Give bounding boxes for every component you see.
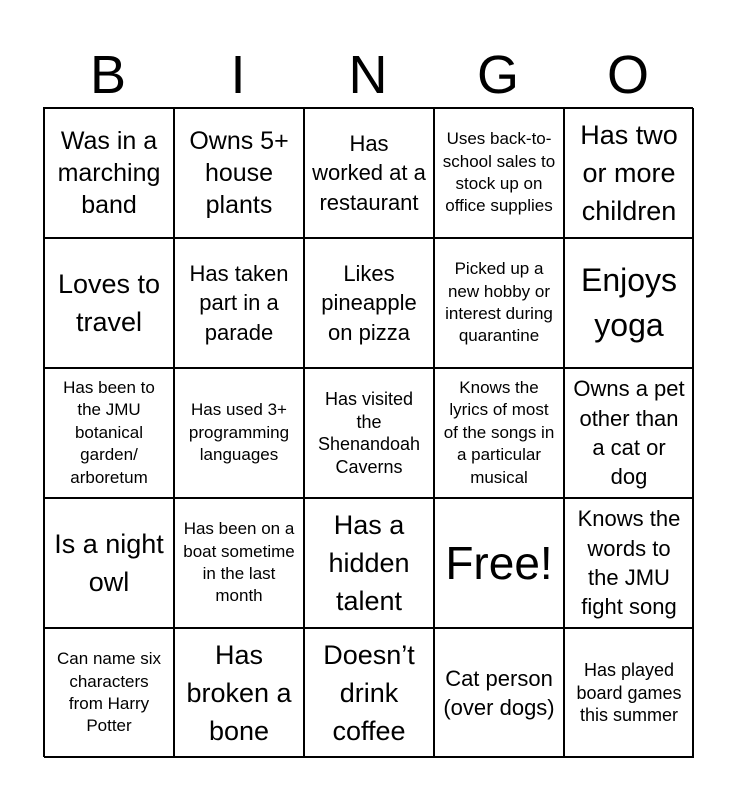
bingo-header xyxy=(43,45,693,105)
cell-text: Has two or more children xyxy=(580,119,678,227)
bingo-cell[interactable] xyxy=(44,108,174,238)
cell-text: Knows the words to the JMU fight song xyxy=(577,506,681,620)
free-space-cell[interactable] xyxy=(434,498,564,628)
cell-text: Enjoys yoga xyxy=(580,261,678,343)
bingo-cell[interactable] xyxy=(434,628,564,758)
bingo-cell[interactable] xyxy=(304,368,434,498)
cell-text: Has been to the JMU botanical garden/ arboretum xyxy=(63,377,155,487)
bingo-cell[interactable] xyxy=(44,368,174,498)
bingo-cell[interactable] xyxy=(174,498,304,628)
bingo-cell[interactable] xyxy=(174,628,304,758)
bingo-cell[interactable] xyxy=(44,238,174,368)
header-letter-o: O xyxy=(606,45,649,105)
cell-text: Uses back-to-school sales to stock up on office supplies xyxy=(442,129,556,216)
bingo-cell[interactable] xyxy=(44,628,174,758)
bingo-cell[interactable] xyxy=(434,238,564,368)
bingo-cell[interactable] xyxy=(304,498,434,628)
header-letter-b: B xyxy=(89,45,127,105)
bingo-cell[interactable] xyxy=(564,498,694,628)
cell-text: Has used 3+ programming languages xyxy=(188,400,290,465)
header-letter-g: G xyxy=(476,45,519,105)
free-space-text: Free! xyxy=(445,537,553,589)
bingo-cell[interactable] xyxy=(174,238,304,368)
bingo-cell[interactable] xyxy=(174,368,304,498)
cell-text: Owns 5+ house plants xyxy=(189,127,289,219)
bingo-cell[interactable] xyxy=(44,498,174,628)
bingo-cell[interactable] xyxy=(434,108,564,238)
bingo-cell[interactable] xyxy=(564,238,694,368)
bingo-cell[interactable] xyxy=(304,108,434,238)
cell-text: Has a hidden talent xyxy=(328,509,410,617)
header-letter-n: N xyxy=(348,45,388,105)
bingo-cell[interactable] xyxy=(174,108,304,238)
bingo-cell[interactable] xyxy=(564,108,694,238)
cell-text: Has visited the Shenandoah Caverns xyxy=(317,389,421,477)
cell-text: Is a night owl xyxy=(54,528,164,597)
bingo-cell[interactable] xyxy=(304,628,434,758)
cell-text: Doesn’t drink coffee xyxy=(323,639,415,747)
cell-text: Has worked at a restaurant xyxy=(312,130,426,215)
cell-text: Cat person (over dogs) xyxy=(443,665,555,720)
cell-text: Has taken part in a parade xyxy=(189,260,289,345)
cell-text: Can name six characters from Harry Potter xyxy=(57,649,161,736)
bingo-cell[interactable] xyxy=(564,368,694,498)
cell-text: Owns a pet other than a cat or dog xyxy=(573,376,685,490)
header-letter-i: I xyxy=(230,45,246,105)
cell-text: Picked up a new hobby or interest during quarantine xyxy=(445,259,553,346)
bingo-cell[interactable] xyxy=(564,628,694,758)
cell-text: Has been on a boat sometime in the last month xyxy=(183,519,295,606)
cell-text: Knows the lyrics of most of the songs in a particular musical xyxy=(443,377,555,487)
bingo-grid xyxy=(43,107,693,757)
cell-text: Loves to travel xyxy=(57,268,161,337)
bingo-cell[interactable] xyxy=(304,238,434,368)
cell-text: Likes pineapple on pizza xyxy=(321,260,417,345)
cell-text: Has played board games this summer xyxy=(576,660,682,726)
cell-text: Was in a marching band xyxy=(57,127,161,219)
cell-text: Has broken a bone xyxy=(186,639,292,747)
bingo-cell[interactable] xyxy=(434,368,564,498)
